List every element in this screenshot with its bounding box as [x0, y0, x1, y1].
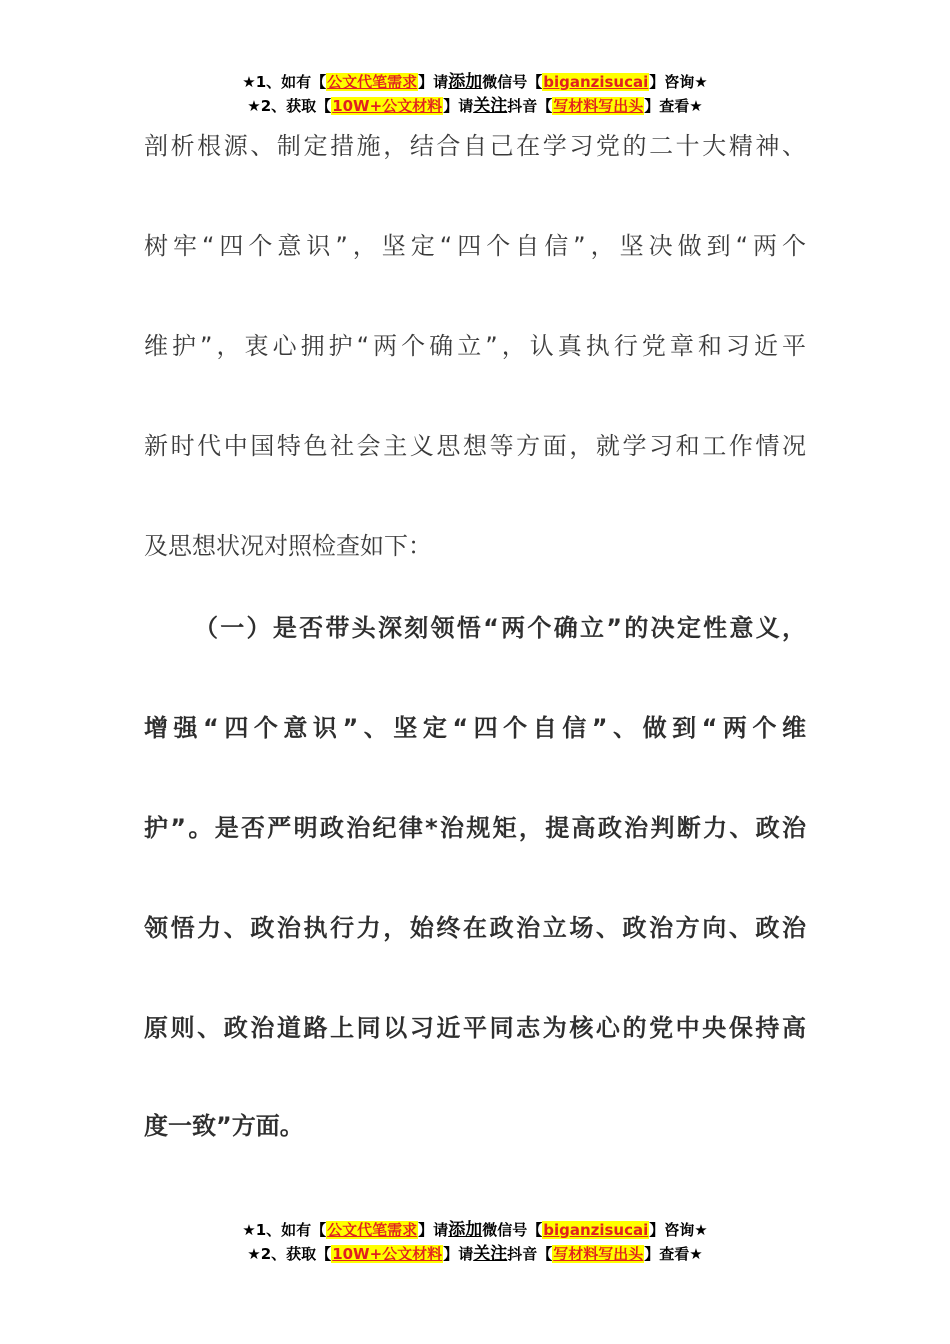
banner-text: ★2、获取【 [247, 97, 332, 115]
banner-text: 】请 [443, 97, 474, 115]
banner-highlight: 公文代笔需求 [327, 73, 418, 91]
footer-banner [0, 1218, 950, 1266]
banner-text: 抖音【 [507, 97, 553, 115]
banner-text: 微信号【 [482, 1221, 543, 1239]
banner-text: 】查看★ [644, 97, 703, 115]
banner-emphasis: 关注 [473, 1244, 508, 1264]
banner-highlight: 写材料写出头 [553, 97, 644, 115]
banner-highlight: 10W+公文材料 [332, 97, 443, 115]
banner-text: ★1、如有【 [242, 1221, 327, 1239]
banner-emphasis: 关注 [473, 96, 508, 116]
banner-text: ★2、获取【 [247, 1245, 332, 1263]
banner-text: ★1、如有【 [242, 73, 327, 91]
paragraph-line: 树牢“四个意识”，坚定“四个自信”，坚决做到“两个 [144, 232, 806, 260]
banner-emphasis: 添加 [448, 1220, 483, 1240]
heading-line: 护”。是否严明政治纪律*治规矩，提高政治判断力、政治 [144, 814, 806, 842]
paragraph-line: 维护”，衷心拥护“两个确立”，认真执行党章和习近平 [144, 332, 806, 360]
banner-highlight: 10W+公文材料 [332, 1245, 443, 1263]
banner-line-2 [0, 1242, 950, 1266]
banner-highlight: 公文代笔需求 [327, 1221, 418, 1239]
banner-highlight: biganzisucai [543, 73, 649, 91]
header-banner [0, 70, 950, 118]
paragraph-line: 新时代中国特色社会主义思想等方面，就学习和工作情况 [144, 432, 806, 460]
paragraph-line: 剖析根源、制定措施，结合自己在学习党的二十大精神、 [144, 132, 806, 160]
banner-line-2 [0, 94, 950, 118]
banner-highlight: 写材料写出头 [553, 1245, 644, 1263]
heading-line: （一）是否带头深刻领悟“两个确立”的决定性意义， [194, 614, 806, 642]
banner-text: 抖音【 [507, 1245, 553, 1263]
paragraph-line: 及思想状况对照检查如下： [144, 532, 432, 560]
banner-line-1 [0, 1218, 950, 1242]
heading-line: 度一致”方面。 [144, 1112, 304, 1140]
heading-line: 领悟力、政治执行力，始终在政治立场、政治方向、政治 [144, 914, 806, 942]
heading-line: 增强“四个意识”、坚定“四个自信”、做到“两个维 [144, 714, 806, 742]
banner-line-1 [0, 70, 950, 94]
banner-text: 】请 [418, 1221, 449, 1239]
heading-line: 原则、政治道路上同以习近平同志为核心的党中央保持高 [144, 1014, 806, 1042]
banner-text: 】查看★ [644, 1245, 703, 1263]
banner-text: 】咨询★ [649, 73, 708, 91]
banner-emphasis: 添加 [448, 72, 483, 92]
banner-text: 】请 [418, 73, 449, 91]
banner-text: 】请 [443, 1245, 474, 1263]
banner-highlight: biganzisucai [543, 1221, 649, 1239]
banner-text: 】咨询★ [649, 1221, 708, 1239]
banner-text: 微信号【 [482, 73, 543, 91]
